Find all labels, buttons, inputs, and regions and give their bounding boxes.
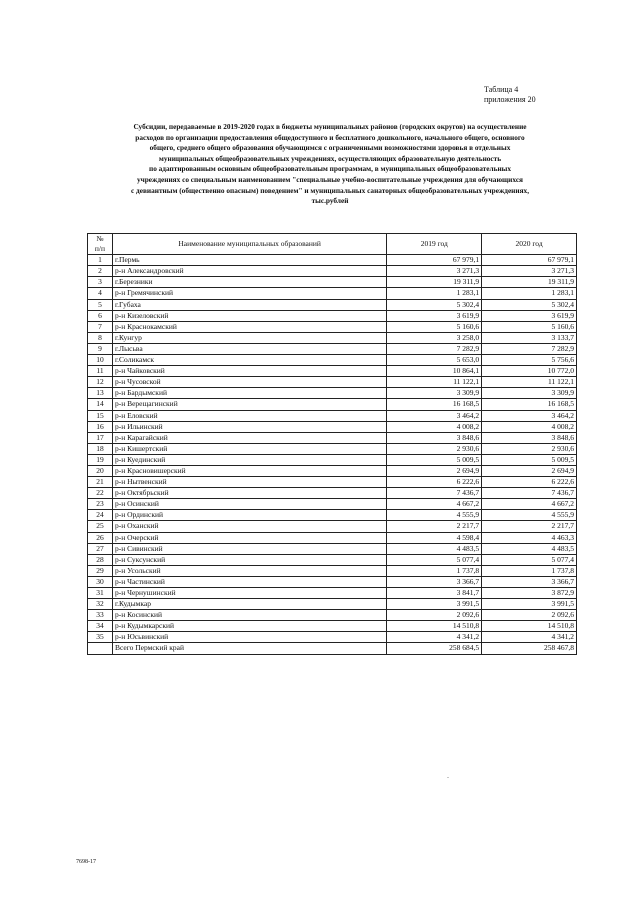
row-number: 31 bbox=[88, 588, 113, 599]
value-2020: 4 483,5 bbox=[482, 543, 577, 554]
value-2020: 5 756,6 bbox=[482, 355, 577, 366]
municipality-name: г.Кудымкар bbox=[112, 599, 386, 610]
subsidy-table bbox=[87, 233, 577, 655]
value-2020: 4 667,2 bbox=[482, 499, 577, 510]
value-2020: 3 271,3 bbox=[482, 266, 577, 277]
table-row bbox=[88, 277, 577, 288]
title-line: Субсидии, передаваемые в 2019-2020 годах в бюджеты муниципальных районов (городских округов) на осуществление bbox=[133, 122, 527, 131]
municipality-name: г.Губаха bbox=[112, 299, 386, 310]
table-number: Таблица 4 bbox=[484, 85, 519, 94]
document-title bbox=[80, 122, 580, 207]
table-row bbox=[88, 399, 577, 410]
table-row bbox=[88, 288, 577, 299]
value-2020: 1 737,8 bbox=[482, 565, 577, 576]
municipality-name: р-н Октябрьский bbox=[112, 488, 386, 499]
value-2019: 3 841,7 bbox=[387, 588, 482, 599]
table-header-row bbox=[88, 234, 577, 255]
value-2019: 5 077,4 bbox=[387, 554, 482, 565]
value-2019: 4 341,2 bbox=[387, 632, 482, 643]
value-2020: 1 283,1 bbox=[482, 288, 577, 299]
value-2020: 3 464,2 bbox=[482, 410, 577, 421]
value-2020: 3 848,6 bbox=[482, 432, 577, 443]
table-row bbox=[88, 543, 577, 554]
value-2019: 14 510,8 bbox=[387, 621, 482, 632]
table-row bbox=[88, 377, 577, 388]
value-2019: 2 930,6 bbox=[387, 443, 482, 454]
municipality-name: р-н Кизеловский bbox=[112, 310, 386, 321]
table-row bbox=[88, 321, 577, 332]
table-row bbox=[88, 454, 577, 465]
table-row bbox=[88, 266, 577, 277]
table-row bbox=[88, 632, 577, 643]
title-line: расходов по организации предоставления общедоступного и бесплатного дошкольного, начального общего, основного bbox=[135, 132, 525, 142]
table-row bbox=[88, 255, 577, 266]
title-line: тыс.рублей bbox=[311, 196, 349, 206]
value-2019: 3 991,5 bbox=[387, 599, 482, 610]
value-2020: 19 311,9 bbox=[482, 277, 577, 288]
row-number: 19 bbox=[88, 454, 113, 465]
row-number: 30 bbox=[88, 576, 113, 587]
row-number: 32 bbox=[88, 599, 113, 610]
table-row bbox=[88, 332, 577, 343]
row-number: 4 bbox=[88, 288, 113, 299]
value-2020: 10 772,0 bbox=[482, 366, 577, 377]
municipality-name: р-н Чайковский bbox=[112, 366, 386, 377]
value-2019: 5 009,5 bbox=[387, 454, 482, 465]
municipality-name: р-н Нытвенский bbox=[112, 477, 386, 488]
value-2020: 2 694,9 bbox=[482, 465, 577, 476]
municipality-name: г.Соликамск bbox=[112, 355, 386, 366]
municipality-name: р-н Краснокамский bbox=[112, 321, 386, 332]
row-number: 18 bbox=[88, 443, 113, 454]
value-2019: 3 464,2 bbox=[387, 410, 482, 421]
value-2019: 2 694,9 bbox=[387, 465, 482, 476]
municipality-name: р-н Кишертский bbox=[112, 443, 386, 454]
value-2019: 4 598,4 bbox=[387, 532, 482, 543]
row-number: 5 bbox=[88, 299, 113, 310]
value-2020: 2 217,7 bbox=[482, 521, 577, 532]
total-2019: 258 684,5 bbox=[387, 643, 482, 654]
municipality-name: р-н Красновишерский bbox=[112, 465, 386, 476]
row-number: 10 bbox=[88, 355, 113, 366]
municipality-name: г.Лысьва bbox=[112, 343, 386, 354]
header-2019: 2019 год bbox=[387, 234, 482, 255]
row-number: 27 bbox=[88, 543, 113, 554]
value-2020: 5 077,4 bbox=[482, 554, 577, 565]
table-row bbox=[88, 554, 577, 565]
table-row bbox=[88, 477, 577, 488]
value-2019: 4 555,9 bbox=[387, 510, 482, 521]
row-number: 12 bbox=[88, 377, 113, 388]
row-number: 34 bbox=[88, 621, 113, 632]
table-row bbox=[88, 610, 577, 621]
header-number: № п/п bbox=[88, 234, 113, 255]
table-row bbox=[88, 565, 577, 576]
row-number: 26 bbox=[88, 532, 113, 543]
value-2020: 4 008,2 bbox=[482, 421, 577, 432]
title-line: муниципальных общеобразовательных учреждениях, осуществляющих образовательную деятельность bbox=[158, 153, 502, 163]
value-2019: 3 309,9 bbox=[387, 388, 482, 399]
table-row bbox=[88, 621, 577, 632]
row-number: 7 bbox=[88, 321, 113, 332]
municipality-name: р-н Ильинский bbox=[112, 421, 386, 432]
row-number: 6 bbox=[88, 310, 113, 321]
table-row bbox=[88, 432, 577, 443]
table-row bbox=[88, 465, 577, 476]
municipality-name: р-н Чусовской bbox=[112, 377, 386, 388]
value-2019: 3 619,9 bbox=[387, 310, 482, 321]
table-row bbox=[88, 388, 577, 399]
row-number: 2 bbox=[88, 266, 113, 277]
value-2019: 3 271,3 bbox=[387, 266, 482, 277]
table-row bbox=[88, 443, 577, 454]
value-2020: 67 979,1 bbox=[482, 255, 577, 266]
row-number: 17 bbox=[88, 432, 113, 443]
row-number: 11 bbox=[88, 366, 113, 377]
municipality-name: р-н Косинский bbox=[112, 610, 386, 621]
value-2019: 67 979,1 bbox=[387, 255, 482, 266]
value-2020: 4 463,3 bbox=[482, 532, 577, 543]
table-row bbox=[88, 410, 577, 421]
table-row bbox=[88, 355, 577, 366]
value-2019: 19 311,9 bbox=[387, 277, 482, 288]
table-row bbox=[88, 499, 577, 510]
total-row bbox=[88, 643, 577, 654]
row-number: 29 bbox=[88, 565, 113, 576]
municipality-name: р-н Сивинский bbox=[112, 543, 386, 554]
value-2019: 3 258,0 bbox=[387, 332, 482, 343]
value-2020: 6 222,6 bbox=[482, 477, 577, 488]
municipality-name: р-н Еловский bbox=[112, 410, 386, 421]
value-2020: 5 302,4 bbox=[482, 299, 577, 310]
title-line: по адаптированным основным общеобразовательным программам, в муниципальных общеобразовательных bbox=[148, 164, 511, 174]
table-reference bbox=[484, 85, 536, 105]
municipality-name: р-н Очерский bbox=[112, 532, 386, 543]
municipality-name: г.Кунгур bbox=[112, 332, 386, 343]
row-number: 16 bbox=[88, 421, 113, 432]
value-2020: 4 341,2 bbox=[482, 632, 577, 643]
table-row bbox=[88, 310, 577, 321]
value-2020: 3 366,7 bbox=[482, 576, 577, 587]
row-number: 21 bbox=[88, 477, 113, 488]
row-number: 15 bbox=[88, 410, 113, 421]
municipality-name: г.Березники bbox=[112, 277, 386, 288]
value-2019: 4 483,5 bbox=[387, 543, 482, 554]
municipality-name: р-н Карагайский bbox=[112, 432, 386, 443]
table-row bbox=[88, 576, 577, 587]
value-2020: 14 510,8 bbox=[482, 621, 577, 632]
value-2019: 3 848,6 bbox=[387, 432, 482, 443]
table-row bbox=[88, 299, 577, 310]
total-2020: 258 467,8 bbox=[482, 643, 577, 654]
municipality-name: р-н Гремячинский bbox=[112, 288, 386, 299]
value-2019: 2 217,7 bbox=[387, 521, 482, 532]
value-2019: 4 667,2 bbox=[387, 499, 482, 510]
value-2020: 5 160,6 bbox=[482, 321, 577, 332]
value-2019: 1 283,1 bbox=[387, 288, 482, 299]
title-line: с девиантным (общественно опасным) поведением" и муниципальных санаторных общеобразовательных учреждениях, bbox=[130, 185, 530, 195]
row-number: 24 bbox=[88, 510, 113, 521]
municipality-name: р-н Чернушинский bbox=[112, 588, 386, 599]
row-number: 14 bbox=[88, 399, 113, 410]
table-row bbox=[88, 510, 577, 521]
table-row bbox=[88, 521, 577, 532]
row-number: 33 bbox=[88, 610, 113, 621]
municipality-name: р-н Куединский bbox=[112, 454, 386, 465]
row-number: 1 bbox=[88, 255, 113, 266]
header-municipality: Наименование муниципальных образований bbox=[112, 234, 386, 255]
title-line: общего, среднего общего образования обучающимся с ограниченными возможностями здоровья в отдельных bbox=[149, 143, 511, 153]
table-row bbox=[88, 421, 577, 432]
municipality-name: р-н Ординский bbox=[112, 510, 386, 521]
value-2020: 2 092,6 bbox=[482, 610, 577, 621]
municipality-name: р-н Усольский bbox=[112, 565, 386, 576]
value-2020: 3 872,9 bbox=[482, 588, 577, 599]
appendix-ref: приложения 20 bbox=[484, 95, 536, 104]
row-number: 13 bbox=[88, 388, 113, 399]
municipality-name: р-н Юсьвинский bbox=[112, 632, 386, 643]
value-2019: 5 302,4 bbox=[387, 299, 482, 310]
value-2020: 5 009,5 bbox=[482, 454, 577, 465]
row-number: 23 bbox=[88, 499, 113, 510]
value-2020: 7 436,7 bbox=[482, 488, 577, 499]
value-2019: 6 222,6 bbox=[387, 477, 482, 488]
value-2019: 4 008,2 bbox=[387, 421, 482, 432]
row-number: 28 bbox=[88, 554, 113, 565]
value-2020: 3 133,7 bbox=[482, 332, 577, 343]
row-number: 20 bbox=[88, 465, 113, 476]
value-2019: 5 160,6 bbox=[387, 321, 482, 332]
row-number: 9 bbox=[88, 343, 113, 354]
value-2019: 10 864,1 bbox=[387, 366, 482, 377]
row-number: 35 bbox=[88, 632, 113, 643]
document-code: 7698-17 bbox=[76, 859, 96, 865]
value-2019: 1 737,8 bbox=[387, 565, 482, 576]
value-2020: 4 555,9 bbox=[482, 510, 577, 521]
value-2019: 3 366,7 bbox=[387, 576, 482, 587]
value-2020: 7 282,9 bbox=[482, 343, 577, 354]
table-row bbox=[88, 366, 577, 377]
value-2019: 7 436,7 bbox=[387, 488, 482, 499]
value-2019: 16 168,5 bbox=[387, 399, 482, 410]
municipality-name: р-н Кудымкарский bbox=[112, 621, 386, 632]
table-row bbox=[88, 588, 577, 599]
value-2019: 7 282,9 bbox=[387, 343, 482, 354]
scan-mark: - bbox=[447, 775, 449, 781]
value-2020: 3 309,9 bbox=[482, 388, 577, 399]
value-2019: 5 653,0 bbox=[387, 355, 482, 366]
value-2020: 11 122,1 bbox=[482, 377, 577, 388]
total-number bbox=[88, 643, 113, 654]
table-row bbox=[88, 532, 577, 543]
value-2020: 2 930,6 bbox=[482, 443, 577, 454]
table-row bbox=[88, 343, 577, 354]
table-row bbox=[88, 488, 577, 499]
header-2020: 2020 год bbox=[482, 234, 577, 255]
title-line: учреждениях со специальным наименованием "специальные учебно-воспитательные учреждения для обучающихся bbox=[136, 174, 524, 184]
municipality-name: р-н Оханский bbox=[112, 521, 386, 532]
total-label: Всего Пермский край bbox=[112, 643, 386, 654]
row-number: 22 bbox=[88, 488, 113, 499]
row-number: 3 bbox=[88, 277, 113, 288]
municipality-name: р-н Александровский bbox=[112, 266, 386, 277]
municipality-name: р-н Частинский bbox=[112, 576, 386, 587]
value-2019: 2 092,6 bbox=[387, 610, 482, 621]
value-2020: 16 168,5 bbox=[482, 399, 577, 410]
table-row bbox=[88, 599, 577, 610]
value-2019: 11 122,1 bbox=[387, 377, 482, 388]
municipality-name: р-н Бардымский bbox=[112, 388, 386, 399]
municipality-name: р-н Суксунский bbox=[112, 554, 386, 565]
municipality-name: г.Пермь bbox=[112, 255, 386, 266]
municipality-name: р-н Осинский bbox=[112, 499, 386, 510]
value-2020: 3 991,5 bbox=[482, 599, 577, 610]
row-number: 8 bbox=[88, 332, 113, 343]
value-2020: 3 619,9 bbox=[482, 310, 577, 321]
row-number: 25 bbox=[88, 521, 113, 532]
municipality-name: р-н Верещагинский bbox=[112, 399, 386, 410]
